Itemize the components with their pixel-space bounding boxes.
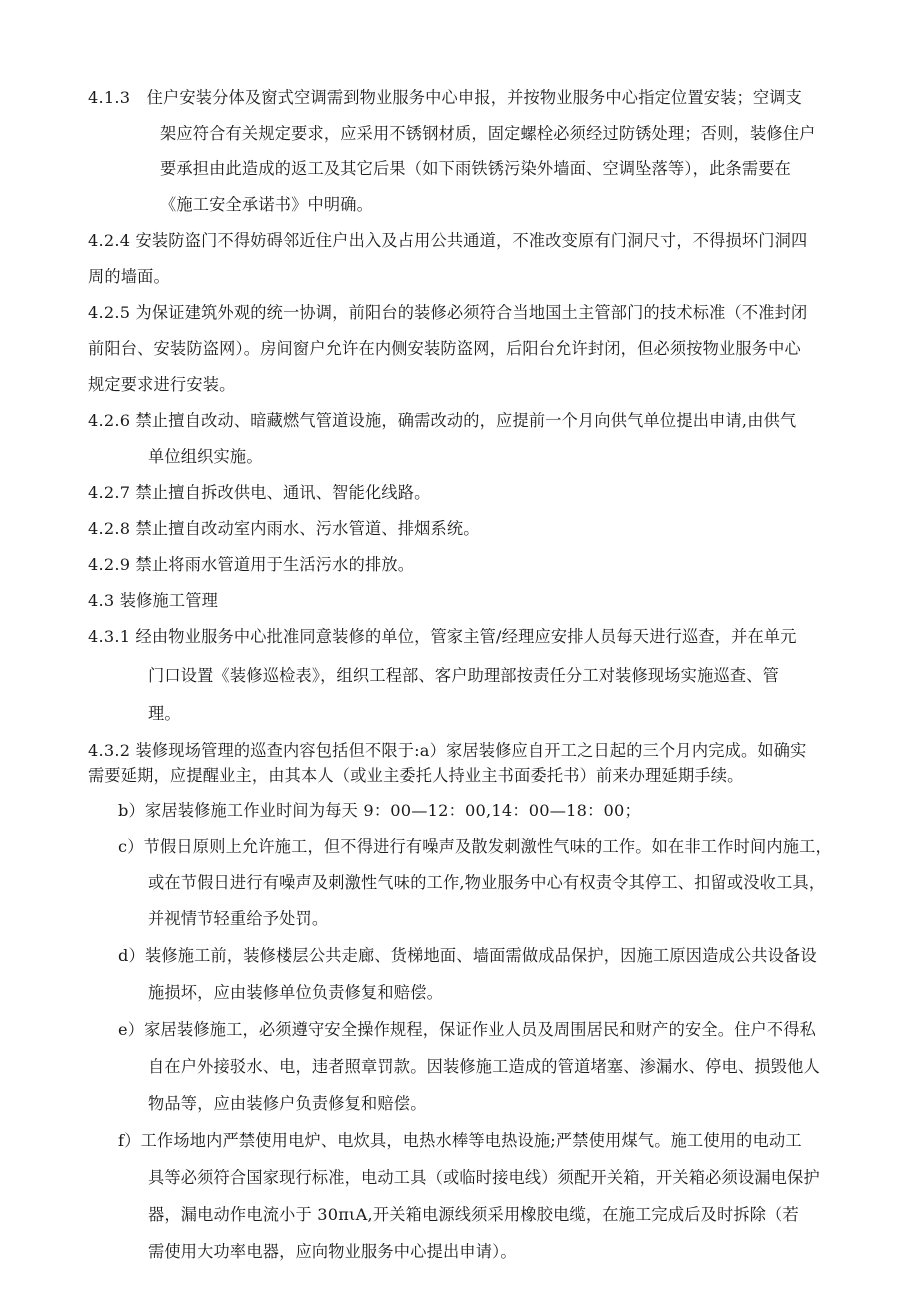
- text-line: 4.2.6 禁止擅自改动、暗藏燃气管道设施，确需改动的，应提前一个月向供气单位提出申请,由供气: [88, 411, 797, 430]
- text-line: 4.1.3 住户安装分体及窗式空调需到物业服务中心申报，并按物业服务中心指定位置安装；空调支: [88, 88, 803, 107]
- text-line: c）节假日原则上允许施工，但不得进行有噪声及散发刺激性气味的工作。如在非工作时间内施工，: [118, 837, 832, 856]
- text-line: d）装修施工前，装修楼层公共走廊、货梯地面、墙面需做成品保护，因施工原因造成公共设备设: [118, 946, 817, 965]
- text-line: 4.2.8 禁止擅自改动室内雨水、污水管道、排烟系统。: [88, 519, 480, 538]
- text-line: 4.2.5 为保证建筑外观的统一协调，前阳台的装修必须符合当地国土主管部门的技术标准（不准封闭: [88, 303, 808, 322]
- text-line: 4.2.9 禁止将雨水管道用于生活污水的排放。: [88, 555, 415, 574]
- text-line: 4.2.4 安装防盗门不得妨碍邻近住户出入及占用公共通道，不准改变原有门洞尺寸，不得损坏门洞四: [88, 231, 808, 250]
- text-line: 自在户外接驳水、电，违者照章罚款。因装修施工造成的管道堵塞、渗漏水、停电、损毁他人: [148, 1057, 820, 1076]
- text-line: 具等必须符合国家现行标准，电动工具（或临时接电线）须配开关箱，开关箱必须设漏电保护: [148, 1168, 820, 1187]
- text-line: 器，漏电动作电流小于 30πιA,开关箱电源线须采用橡胶电缆，在施工完成后及时拆除（若: [148, 1205, 799, 1224]
- text-line: 物品等，应由装修户负责修复和赔偿。: [148, 1094, 427, 1113]
- text-line: 单位组织实施。: [148, 447, 263, 466]
- text-line: 规定要求进行安装。: [88, 375, 236, 394]
- text-line: 4.3.2 装修现场管理的巡查内容包括但不限于:a）家居装修应自开工之日起的三个月内完成。如确实: [88, 741, 807, 760]
- text-line: b）家居装修施工作业时间为每天 9：00—12：00,14：00—18：00；: [118, 801, 641, 820]
- text-line: 《施工安全承诺书》中明确。: [160, 195, 374, 214]
- text-line: 前阳台、安装防盗网）。房间窗户允许在内侧安装防盗网，后阳台允许封闭，但必须按物业服务中心: [88, 339, 801, 358]
- text-line: 或在节假日进行有噪声及刺激性气味的工作,物业服务中心有权责令其停工、扣留或没收工具，: [148, 873, 826, 892]
- text-line: 要承担由此造成的返工及其它后果（如下雨铁锈污染外墙面、空调坠落等），此条需要在: [160, 159, 792, 178]
- text-line: 4.2.7 禁止擅自拆改供电、通讯、智能化线路。: [88, 483, 431, 502]
- text-line: 理。: [148, 704, 181, 723]
- text-line: e）家居装修施工，必须遵守安全操作规程，保证作业人员及周围居民和财产的安全。住户不得私: [118, 1020, 817, 1039]
- section-heading: 4.3 装修施工管理: [88, 591, 219, 610]
- text-line: 并视情节轻重给予处罚。: [148, 909, 329, 928]
- text-line: 门口设置《装修巡检表》，组织工程部、客户助理部按责任分工对装修现场实施巡查、管: [148, 666, 780, 685]
- text-line: 周的墙面。: [88, 267, 170, 286]
- text-line: 4.3.1 经由物业服务中心批准同意装修的单位，管家主管/经理应安排人员每天进行巡查，并在单元: [88, 627, 797, 646]
- text-line: 需要延期，应提醒业主，由其本人（或业主委托人持业主书面委托书）前来办理延期手续。: [88, 766, 744, 785]
- text-line: 架应符合有关规定要求，应采用不锈钢材质，固定螺栓必须经过防锈处理；否则，装修住户: [160, 124, 816, 143]
- text-line: 施损坏，应由装修单位负责修复和赔偿。: [148, 983, 443, 1002]
- text-line: f）工作场地内严禁使用电炉、电炊具，电热水棒等电热设施;严禁使用煤气。施工使用的电动工: [118, 1131, 802, 1150]
- text-line: 需使用大功率电器，应向物业服务中心提出申请）。: [148, 1242, 517, 1261]
